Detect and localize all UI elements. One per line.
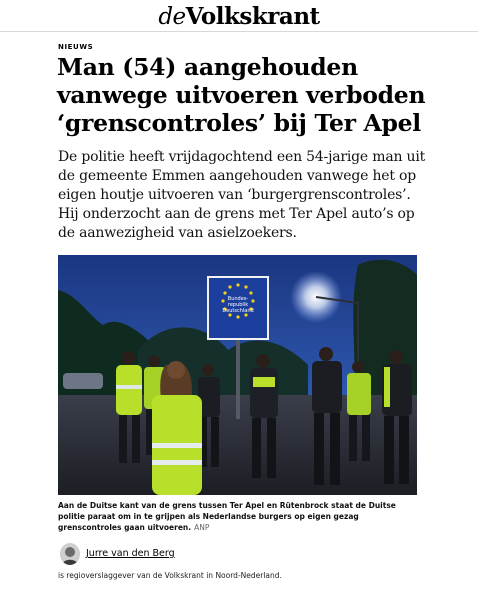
section-label[interactable]: NIEUWS bbox=[58, 43, 94, 51]
article-headline: Man (54) aangehouden vanwege uitvoeren verboden ‘grenscontroles’ bij Ter Apel bbox=[57, 53, 426, 137]
site-logo[interactable]: deVolkskrant bbox=[158, 3, 320, 30]
author-name-link[interactable]: Jurre van den Berg bbox=[86, 548, 175, 559]
sign-line-1: Bundes- bbox=[227, 296, 249, 302]
top-bar bbox=[0, 0, 478, 32]
sign-line-3: Deutschland bbox=[222, 308, 254, 314]
photo-car bbox=[63, 373, 103, 389]
article-photo[interactable] bbox=[58, 255, 417, 495]
article-lead: De politie heeft vrijdagochtend een 54-jarige man uit de gemeente Emmen aangehouden vanwege het op eigen houtje uitvoeren van ‘burgergrenscontroles’. Hij onderzocht aan de grens met Ter Apel auto’s op de aanwezigheid van asielzoekers. bbox=[58, 149, 426, 241]
author-avatar-icon bbox=[60, 543, 80, 565]
author-bio: is regioverslaggever van de Volkskrant in Noord-Nederland. bbox=[58, 571, 282, 580]
sign-line-2: republik bbox=[227, 302, 249, 308]
caption-text: Aan de Duitse kant van de grens tussen Ter Apel en Rütenbrock staat de Duitse politie paraat om in te grijpen als Nederlandse burgers op eigen gezag grenscontroles gaan uitvoeren. bbox=[58, 501, 396, 532]
photo-illustration bbox=[58, 255, 417, 495]
photo-sign-pole bbox=[236, 339, 240, 419]
photo-caption bbox=[58, 500, 418, 533]
author-byline bbox=[58, 543, 358, 567]
photo-credit: ANP bbox=[194, 523, 210, 532]
author-avatar[interactable] bbox=[60, 543, 80, 565]
